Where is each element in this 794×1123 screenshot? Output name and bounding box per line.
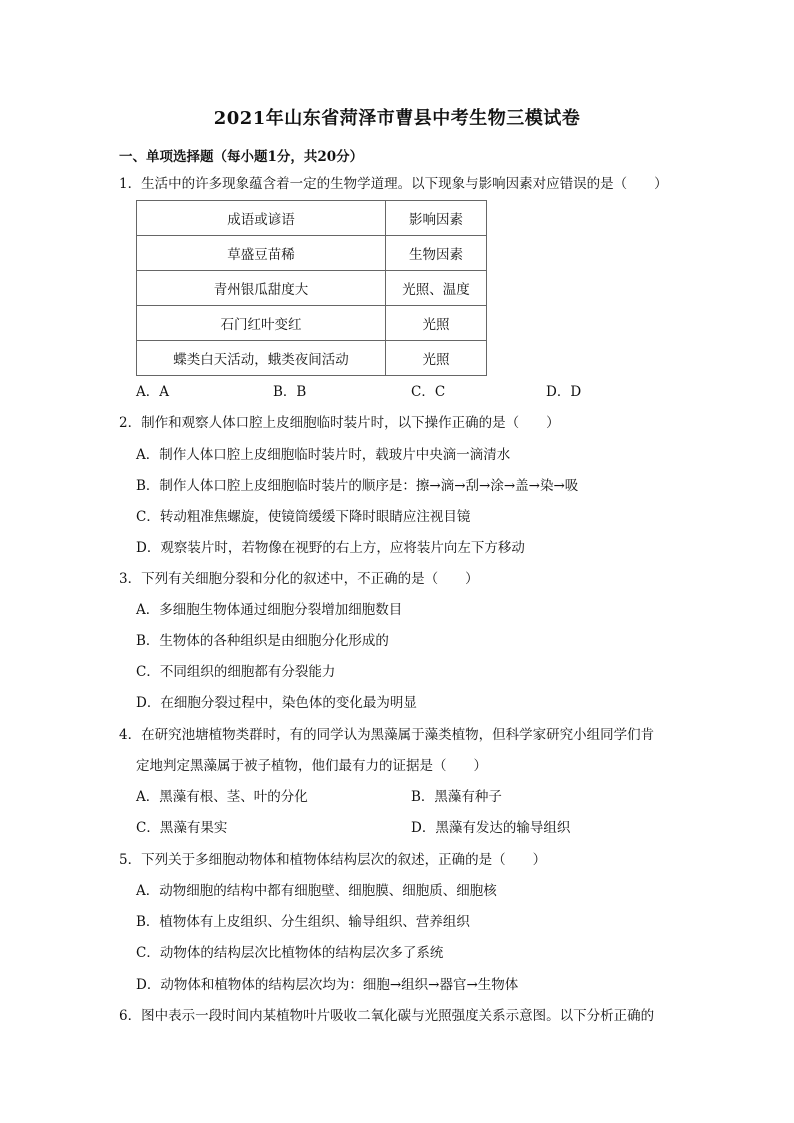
- question-1-option-d: D．D: [546, 384, 582, 400]
- factor-table: [136, 200, 487, 376]
- table-row: [137, 341, 487, 376]
- question-6-stem: 6．图中表示一段时间内某植物叶片吸收二氧化碳与光照强度关系示意图。以下分析正确的: [119, 1008, 655, 1024]
- table-cell: 青州银瓜甜度大: [137, 271, 386, 306]
- section-heading: 一、单项选择题（每小题1分，共20分）: [119, 149, 364, 165]
- question-1-stem: 1．生活中的许多现象蕴含着一定的生物学道理。以下现象与影响因素对应错误的是（ ）: [119, 176, 668, 192]
- table-header-cell: 成语或谚语: [137, 201, 386, 236]
- exam-title: 2021年山东省菏泽市曹县中考生物三模试卷: [213, 108, 581, 129]
- table-cell: 光照、温度: [386, 271, 487, 306]
- question-5-option-d: D．动物体和植物体的结构层次均为：细胞→组织→器官→生物体: [136, 977, 519, 993]
- question-4-option-d: D．黑藻有发达的输导组织: [411, 820, 571, 836]
- question-2-option-b: B．制作人体口腔上皮细胞临时装片的顺序是：擦→滴→刮→涂→盖→染→吸: [136, 478, 579, 494]
- question-4-stem-line2: 定地判定黑藻属于被子植物，他们最有力的证据是（ ）: [136, 758, 487, 774]
- table-row: [137, 306, 487, 341]
- question-3-option-b: B．生物体的各种组织是由细胞分化形成的: [136, 633, 389, 649]
- question-4-stem-line1: 4．在研究池塘植物类群时，有的同学认为黑藻属于藻类植物，但科学家研究小组同学们肯: [119, 727, 655, 743]
- question-2-stem: 2．制作和观察人体口腔上皮细胞临时装片时，以下操作正确的是（ ）: [119, 415, 560, 431]
- table-cell: 石门红叶变红: [137, 306, 386, 341]
- table-cell: 生物因素: [386, 236, 487, 271]
- table-header-cell: 影响因素: [386, 201, 487, 236]
- table-cell: 蝶类白天活动，蛾类夜间活动: [137, 341, 386, 376]
- question-4-option-a: A．黑藻有根、茎、叶的分化: [136, 789, 308, 805]
- table-cell: 光照: [386, 306, 487, 341]
- question-4-option-c: C．黑藻有果实: [136, 820, 228, 836]
- question-2-option-a: A．制作人体口腔上皮细胞临时装片时，载玻片中央滴一滴清水: [136, 447, 511, 463]
- table-header-row: [137, 201, 487, 236]
- question-1-option-b: B．B: [273, 384, 307, 400]
- question-4-option-b: B．黑藻有种子: [411, 789, 502, 805]
- question-1-option-c: C．C: [411, 384, 446, 400]
- question-1-option-a: A．A: [136, 384, 169, 400]
- table-row: [137, 271, 487, 306]
- question-2-option-c: C．转动粗准焦螺旋，使镜筒缓缓下降时眼睛应注视目镜: [136, 509, 471, 525]
- table-cell: 光照: [386, 341, 487, 376]
- question-3-option-a: A．多细胞生物体通过细胞分裂增加细胞数目: [136, 602, 403, 618]
- question-5-option-c: C．动物体的结构层次比植物体的结构层次多了系统: [136, 945, 444, 961]
- question-3-option-d: D．在细胞分裂过程中，染色体的变化最为明显: [136, 695, 417, 711]
- question-3-stem: 3．下列有关细胞分裂和分化的叙述中，不正确的是（ ）: [119, 571, 479, 587]
- table-row: [137, 236, 487, 271]
- question-5-option-b: B．植物体有上皮组织、分生组织、输导组织、营养组织: [136, 914, 470, 930]
- question-5-stem: 5．下列关于多细胞动物体和植物体结构层次的叙述，正确的是（ ）: [119, 852, 547, 868]
- question-2-option-d: D．观察装片时，若物像在视野的右上方，应将装片向左下方移动: [136, 540, 525, 556]
- question-5-option-a: A．动物细胞的结构中都有细胞壁、细胞膜、细胞质、细胞核: [136, 883, 497, 899]
- question-3-option-c: C．不同组织的细胞都有分裂能力: [136, 664, 336, 680]
- table-cell: 草盛豆苗稀: [137, 236, 386, 271]
